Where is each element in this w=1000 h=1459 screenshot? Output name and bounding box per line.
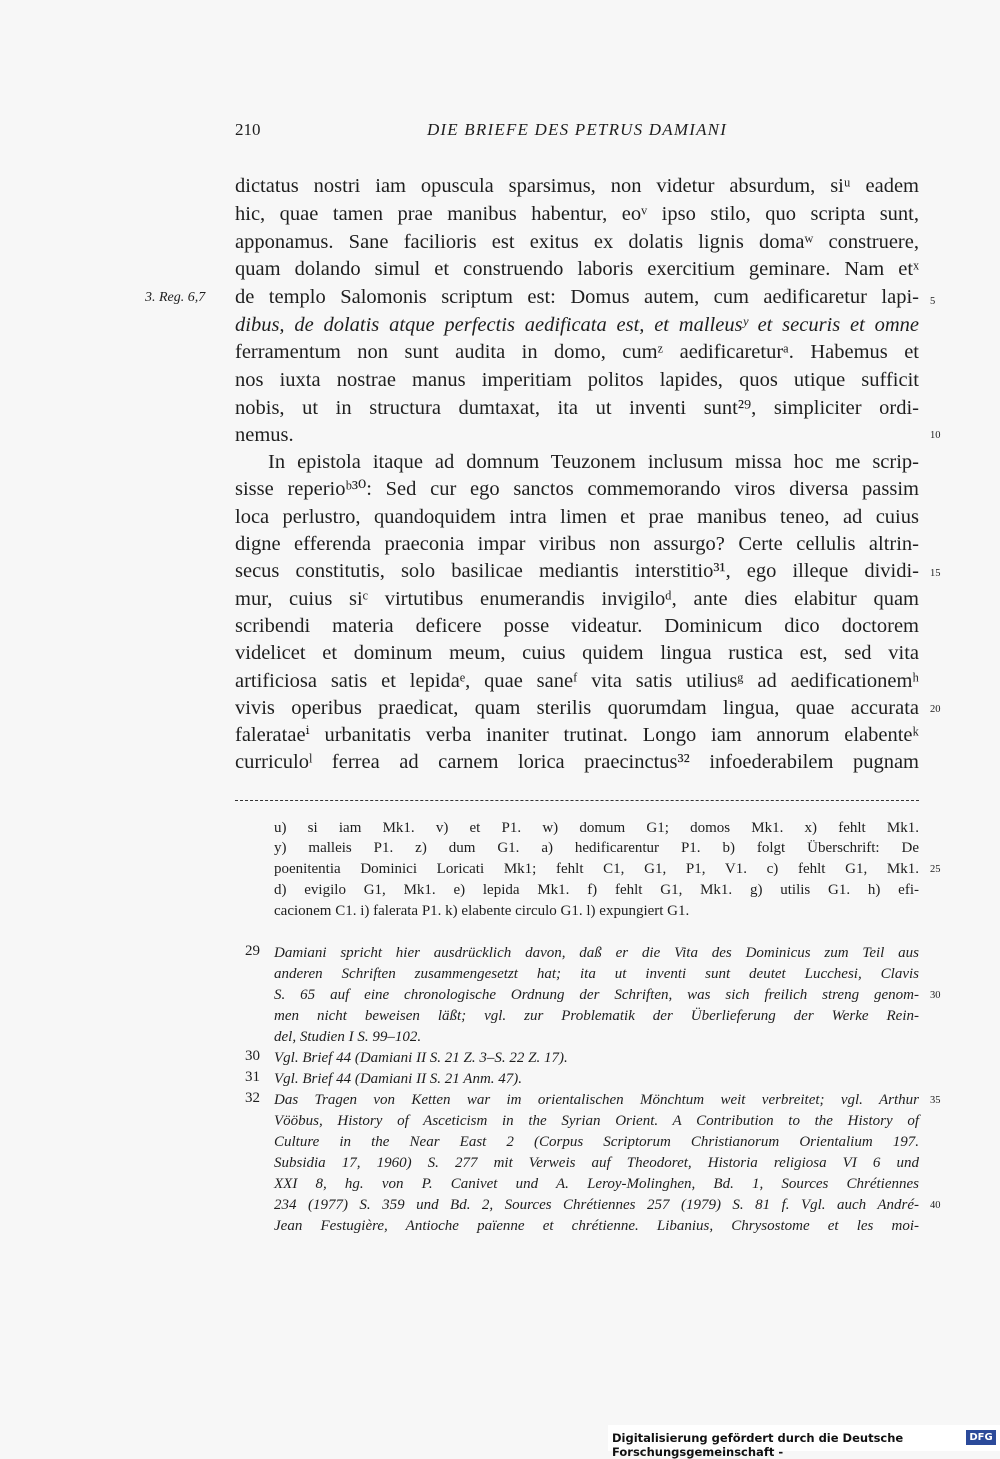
text-line: mur, cuius siᶜ virtutibus enumerandis invigiloᵈ, ante dies elabitur quam [235, 588, 919, 610]
text-line: nobis, ut in structura dumtaxat, ita ut inventi sunt²⁹, simpliciter ordi- [235, 397, 919, 419]
line-number: 40 [930, 1200, 941, 1211]
footnote-line: Das Tragen von Ketten war im orientalischen Mönchtum weit verbreitet; vgl. Arthur [274, 1092, 919, 1108]
margin-reference: 3. Reg. 6,7 [145, 290, 206, 305]
footnote-line: Subsidia 17, 1960) S. 277 mit Verweis auf Theodoret, Historia religiosa VI 6 und [274, 1155, 919, 1171]
apparatus-line: y) malleis P1. z) dum G1. a) hedificarentur P1. b) folgt Überschrift: De [274, 840, 919, 856]
text-line: dictatus nostri iam opuscula sparsimus, non videtur absurdum, siᵘ eadem [235, 175, 919, 197]
footnote-line: Vööbus, History of Asceticism in the Syrian Orient. A Contribution to the History of [274, 1113, 919, 1129]
text-line: In epistola itaque ad domnum Teuzonem inclusum missa hoc me scrip- [268, 451, 919, 473]
footnote-number: 30 [245, 1048, 260, 1064]
text-line: artificiosa satis et lepidaᵉ, quae saneᶠ vita satis utiliusᵍ ad aedificationemʰ [235, 670, 919, 692]
footnote-line: Vgl. Brief 44 (Damiani II S. 21 Anm. 47). [274, 1071, 523, 1087]
text-line: secus constitutis, solo basilicae mediantis interstitio³¹, ego illeque dividi- [235, 560, 919, 582]
text-line: nos iuxta nostrae manus imperitiam politos lapides, quos utique sufficit [235, 369, 919, 391]
apparatus-line: u) si iam Mk1. v) et P1. w) domum G1; domos Mk1. x) fehlt Mk1. [274, 820, 919, 836]
text-line: ferramentum non sunt audita in domo, cumᶻ aedificareturᵃ. Habemus et [235, 341, 919, 363]
footnote-line: anderen Schriften zusammengesetzt hat; ita ut inventi sunt deutet Lucchesi, Clavis [274, 966, 919, 982]
text-line: vivis operibus praedicat, quam sterilis quorumdam lingua, quae accurata [235, 697, 919, 719]
apparatus-line: poenitentia Dominici Loricati Mk1; fehlt C1, G1, P1, V1. c) fehlt G1, Mk1. [274, 861, 919, 877]
footnote-line: Culture in the Near East 2 (Corpus Scriptorum Christianorum Orientalium 197. [274, 1134, 919, 1150]
text-line: nemus. [235, 424, 294, 446]
apparatus-line: d) evigilo G1, Mk1. e) lepida Mk1. f) fehlt G1, Mk1. g) utilis G1. h) efi- [274, 882, 919, 898]
text-line: dibus, de dolatis atque perfectis aedificata est, et malleusʸ et securis et omne [235, 314, 919, 336]
footnote-number: 32 [245, 1090, 260, 1106]
page-number: 210 [235, 120, 261, 139]
header-title: DIE BRIEFE DES PETRUS DAMIANI [426, 120, 728, 139]
text-line: apponamus. Sane facilioris est exitus ex dolatis lignis domaʷ construere, [235, 231, 919, 253]
text-line: loca perlustro, quandoquidem intra limen et prae manibus teneo, ad cuius [235, 506, 919, 528]
running-head [235, 120, 919, 144]
footnote-line: XXI 8, hg. von P. Canivet und A. Leroy-Molinghen, Bd. 1, Sources Chrétiennes [274, 1176, 919, 1192]
footer-text: Digitalisierung gefördert durch die Deutsche Forschungsgemeinschaft - [612, 1431, 904, 1459]
footnote-line: del, Studien I S. 99–102. [274, 1029, 422, 1045]
line-number: 15 [930, 568, 941, 579]
text-line: videlicet et dominum meum, cuius quidem lingua rustica est, sed vita [235, 642, 919, 664]
dfg-logo-icon: DFG [966, 1430, 996, 1445]
line-number: 20 [930, 704, 941, 715]
text-line: hic, quae tamen prae manibus habentur, eoᵛ ipso stilo, quo scripta sunt, [235, 203, 919, 225]
text-line: quam dolando simul et construendo laboris exercitium geminare. Nam etˣ [235, 258, 919, 280]
line-number: 30 [930, 990, 941, 1001]
footnote-line: Damiani spricht hier ausdrücklich davon, daß er die Vita des Dominicus zum Teil aus [274, 945, 919, 961]
footnote-number: 31 [245, 1069, 260, 1085]
text-line: de templo Salomonis scriptum est: Domus autem, cum aedificaretur lapi- [235, 286, 919, 308]
text-line: curriculoˡ ferrea ad carnem lorica praecinctus³² infoederabilem pugnam [235, 751, 919, 773]
footnote-line: S. 65 auf eine chronologische Ordnung der Schriften, was sich freilich streng genom- [274, 987, 919, 1003]
footnote-line: Jean Festugière, Antioche païenne et chrétienne. Libanius, Chrysostome et les moi- [274, 1218, 919, 1234]
text-line: sisse reperioᵇ³⁰: Sed cur ego sanctos commemorando viros diversa passim [235, 478, 919, 500]
footnote-line: Vgl. Brief 44 (Damiani II S. 21 Z. 3–S. 22 Z. 17). [274, 1050, 568, 1066]
line-number: 10 [930, 430, 941, 441]
apparatus-line: cacionem C1. i) falerata P1. k) elabente circulo G1. l) expungiert G1. [274, 903, 690, 919]
separator-rule [235, 800, 919, 801]
line-number: 35 [930, 1095, 941, 1106]
text-line: falerataeⁱ urbanitatis verba inaniter trutinat. Longo iam annorum elabenteᵏ [235, 724, 919, 746]
line-number: 5 [930, 296, 936, 307]
footer-banner [608, 1425, 1000, 1459]
line-number: 25 [930, 864, 941, 875]
footnote-line: men nicht beweisen läßt; vgl. zur Problematik der Überlieferung der Werke Rein- [274, 1008, 919, 1024]
footnote-line: 234 (1977) S. 359 und Bd. 2, Sources Chrétiennes 257 (1979) S. 81 f. Vgl. auch André- [274, 1197, 919, 1213]
footnote-number: 29 [245, 943, 260, 959]
text-line: scribendi materia deficere posse videatur. Dominicum dico doctorem [235, 615, 919, 637]
text-line: digne efferenda praeconia impar viribus non assurgo? Certe cellulis altrin- [235, 533, 919, 555]
